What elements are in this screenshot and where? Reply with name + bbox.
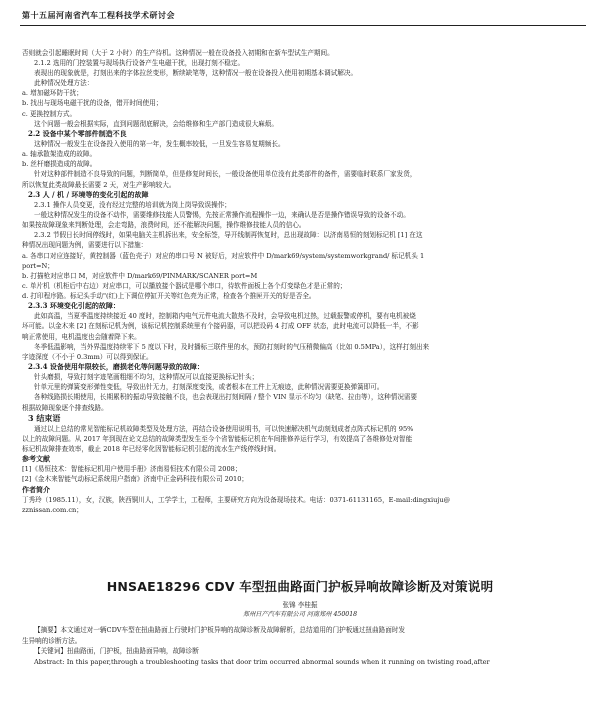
body-line: c. 单片机（机柜后中右边）对应串口，可以播放接个器试是哪个串口，待软件面板上各个灯变绿色才是正常的； [22, 281, 347, 290]
body-line: 针头磨损，导致打刻字迹笔画粗细不均匀，这种情况可以直接更换标记针头； [34, 373, 259, 382]
body-line: 种情况出现问题为例，需要进行以下措施： [22, 241, 148, 250]
body-line: 表现出的现象就是，打刻出来的字体拉丝变形，断续缺笔等，这种情况一般在设备投入使用初期基本调试解决。 [34, 69, 358, 78]
body-line: 以上的故障问题。从 2017 年到现在论文总结的故障类型发生至今个省智能标记机在车间推修养运行学习，有效提高了各维修处对智能 [22, 434, 413, 443]
body-line: [2]《金木来智能气动标记系统用户指南》济南中正金码科技有限公司 2010； [22, 475, 249, 484]
body-line: a. 各串口对应连接好，黄控制器（蓝色壳子）对应的串口号 N 被好后，对应软件中 D/mark69/system/systemworkgrand/ 标记机头 1 [22, 251, 425, 260]
body-line: 针对这种部件制造不良导致的问题，判断简单，但是修复时间长，一般设备使用单位没有此类部件的备件，需要临时联系厂家发货， [34, 170, 417, 179]
body-line: 如果按故障现象来判断处理，会走弯路，浪费时间，还不能解决问题，操作维修技能人员的信心。 [22, 221, 306, 230]
body-line: 此如高温，当夏季温度持续接近 40 度时，控制箱内电气元件电流大散热不及时，会导致电机过热，过载报警或停机，要有电机被烧 [34, 312, 416, 321]
body-line: 2.3.2 节假日长时间停线时，如果电脑关主机拆出来，安全标签，导开线制再恢复时，总出现故障：以济南易恒的刻划标记机 [1] 在这 [34, 231, 423, 240]
body-line: 2.3.1 操作人员变更，没有经过完整的培训就为岗上岗导致误操作； [34, 201, 231, 210]
body-line: 字迹深度（不小于 0.3mm）可以得到保证。 [22, 352, 153, 361]
abstract-line: Abstract: In this paper,through a troubleshooting tasks that door trim occurred abnormal sounds when it running on twisting road,after [34, 657, 490, 666]
body-text [22, 48, 584, 515]
body-line: 此种情况处理方法： [34, 79, 94, 88]
body-line: 响正常使用，电机温度也会随着降下来。 [22, 332, 141, 341]
body-line: a. 轴承散架造成的故障。 [22, 150, 97, 159]
section-heading: 作者简介 [22, 484, 50, 494]
abstract-block [22, 625, 584, 667]
abstract-line: 生异响的诊断方法。 [22, 636, 82, 645]
body-line: 否则就会引起睡眠时间（大于 2 小时）的生产待机。这种情况一般在设备投入初期和在新车型试生产期间。 [22, 49, 334, 57]
body-line: a. 增加磁环防干扰； [22, 89, 83, 98]
body-line: 这种情况一般发生在设备投入使用的第一年，发生概率较低，一旦发生容易复期频长。 [34, 140, 285, 149]
body-line: b. 找出与现场电磁干扰的设备，错开时间使用； [22, 99, 163, 108]
body-line: b. 丝杆磨损造成的故障。 [22, 160, 97, 169]
body-line: 冬季低温影响，当外界温度持续零下 5 度以下时，及时播标三联件里的水，预防打刻时的气压稍微偏高（比如 0.5MPa），这样打刻出来 [34, 342, 430, 351]
section-heading: 2.3.4 设备使用年限较长，磨损老化等问题导致的故障： [28, 361, 204, 371]
section-heading: 2.3 人 / 机 / 环境等的变化引起的故障 [28, 189, 149, 199]
section-heading: 3 结束语 [28, 412, 61, 423]
body-line: 通过以上总结的常见智能标记机故障类型及处理方法，再结合设备使用说明书，可以快速解决机气动刻划成者点阵式标记机的 95% [34, 424, 414, 433]
abstract-line: 【摘要】本文通过对一辆CDV车型在扭曲路面上行驶时门护板异响的故障诊断及故障解析，总结道用的门护板通过扭曲路面时发 [34, 626, 406, 634]
article-affiliation: 郑州日产汽车有限公司 河南郑州 450018 [242, 611, 358, 618]
body-line: 根据故障现象逐个排查线路。 [22, 403, 108, 412]
body-line: d. 打印程序路。标记头手动"(红)上下调位停缸开关等红色亮为正常，检查各个推匣开关的好是否全。 [22, 291, 316, 300]
body-line: 一般这种情况发生的设备不动作，需要维修技能人员警惕，先按正常操作流程操作一边，来确认是否是操作错误导致的设备不动。 [34, 211, 410, 220]
body-line: 各种线路损长期使用，长期累积的振动导致接触不良，也会表现出打刻间隔 / 整个 VIN 显示不均匀（缺笔、拉由等），这种情况需要 [34, 393, 418, 402]
abstract-line: 【关键词】扭曲路面，门护板，扭曲路面异响，故障诊断 [34, 647, 199, 656]
body-line: zznissan.com.cn； [22, 506, 83, 514]
running-header: 第十五届河南省汽车工程科技学术研讨会 [22, 10, 175, 20]
body-line: 标记机故障排查效率，截止 2018 年已经零化因智能标记机引起的流水生产线停线时间。 [22, 444, 281, 453]
body-line: 所以恢复此类故障最长需要 2 天，对生产影响较大。 [22, 180, 176, 189]
body-line: [1]《易恒技术：智能标记机用户使用手册》济南易恒技术有限公司 2008； [22, 465, 242, 474]
body-line: c. 更换控制方式。 [22, 109, 77, 118]
section-heading: 2.2 设备中某个零部件制造不良 [28, 128, 127, 138]
header-rule [20, 25, 586, 26]
article-authors: 张锦 李桂振 [282, 601, 318, 609]
article-title: HNSAE18296 CDV 车型扭曲路面门护板异响故障诊断及对策说明 [106, 579, 494, 594]
body-line: 丁秀玲（1985.11），女，汉族，陕西铜川人，工学学士，工程师，主要研究方向为设备现场技术。电话：0371-61131165，E-mail:dingxiuju@ [22, 495, 451, 504]
body-line: 针单元里的弹簧变形弹性变低，导致出针无力，打刻深度变浅，或者根本在工件上无痕迹，此种情况需要更换弹簧即可。 [34, 383, 384, 392]
body-line: b. 打描枪对应串口 M，对应软件中 D/mark69/PINMARK/SCANER port=M [22, 271, 258, 280]
body-line: 2.1.2 选用的门控装置与现场执行设备产生电磁干扰，出现打刻不稳定。 [34, 59, 245, 68]
body-line: port=N； [22, 261, 54, 270]
body-line: 这个问题一般会根据实际，直到问题彻底解决，会给维修和生产部门造成很大麻烦。 [34, 119, 278, 128]
section-heading: 参考文献 [22, 453, 50, 463]
section-heading: 2.3.3 环境变化引起的故障： [28, 300, 120, 310]
body-line: 坏可能。以金木来 [2] 在刻标记机为例，该标记机控制系统里有个接码器，可以把设码 4 打成 OFF 状态，此时电流可以降低一半，不影 [22, 322, 419, 331]
